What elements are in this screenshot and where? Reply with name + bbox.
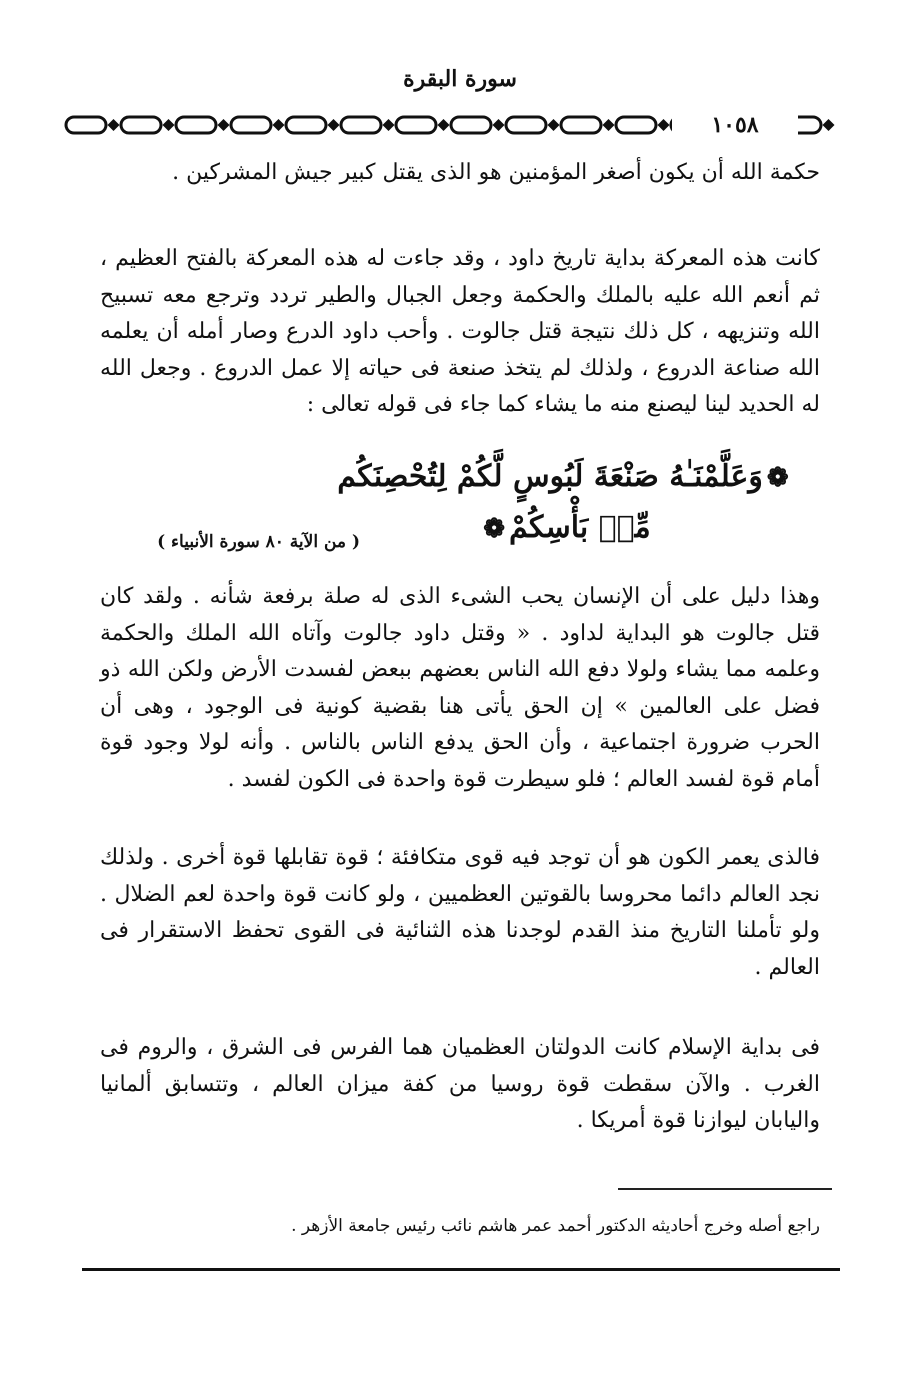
ornament-link <box>66 117 106 133</box>
paragraph-intro: حكمة الله أن يكون أصغر المؤمنين هو الذى يقتل كبير جيش المشركين . <box>172 160 820 185</box>
ornament-link <box>616 117 656 133</box>
paragraph-balance-of-powers: فالذى يعمر الكون هو أن توجد فيه قوى متكافئة ؛ قوة تقابلها قوة أخرى . ولذلك نجد العالم دائما محروسا بالقوتين العظميين ، ولو كانت قوة واحدة لعم الضلال . ولو تأملنا التاريخ منذ القدم لوجدنا هذه الثنائية فى القوى تحفظ الاستقرار فى العالم . <box>100 845 820 980</box>
verse-ornament-left-icon: ❁ <box>483 514 506 544</box>
verse-text: وَعَلَّمْنَـٰهُ صَنْعَةَ لَبُوسٍ لَّكُمْ لِتُحْصِنَكُم مِّنۢ بَأْسِكُمْ <box>337 459 763 545</box>
ornament-diamond <box>658 119 670 131</box>
ornament-link <box>396 117 436 133</box>
ornament-link <box>341 117 381 133</box>
ornament-diamond <box>108 119 120 131</box>
ornament-diamond <box>273 119 285 131</box>
verse-ornament-right-icon: ❁ <box>766 463 789 493</box>
footnote-rule <box>618 1188 832 1190</box>
ornament-link <box>506 117 546 133</box>
ornament-diamond <box>328 119 340 131</box>
quran-verse <box>320 452 810 554</box>
ornament-link <box>561 117 601 133</box>
ornament-link <box>121 117 161 133</box>
ornament-diamond <box>548 119 560 131</box>
ornament-diamond <box>383 119 395 131</box>
ornament-link <box>231 117 271 133</box>
ornament-diamond <box>823 119 835 131</box>
surah-title: سورة البقرة <box>403 66 517 92</box>
ornament-diamond <box>163 119 175 131</box>
paragraph-war-necessity: وهذا دليل على أن الإنسان يحب الشىء الذى له صلة برفعة شأنه . ولقد كان قتل جالوت هو البداية لداود . « وقتل داود جالوت وآتاه الله الملك والحكمة وعلمه مما يشاء ولولا دفع الله الناس بعضهم ببعض لفسدت الأرض ولكن الله ذو فضل على العالمين » إن الحق يأتى هنا بقضية كونية فى الوجود ، وهى أن الحرب ضرورة اجتماعية ، وأن الحق يدفع الناس بالناس . وأنه لولا وجود قوة أمام قوة لفسد العالم ؛ فلو سيطرت قوة واحدة فى الكون لفسد . <box>100 584 820 792</box>
ornament-diamond <box>493 119 505 131</box>
page-bottom-rule <box>82 1268 840 1271</box>
verse-reference: ( من الآية ٨٠ سورة الأنبياء ) <box>157 532 360 552</box>
ornament-diamond <box>218 119 230 131</box>
ornament-link <box>176 117 216 133</box>
ornament-diamond <box>438 119 450 131</box>
paragraph-superpowers: فى بداية الإسلام كانت الدولتان العظميان هما الفرس فى الشرق ، والروم فى الغرب . والآن سقطت قوة روسيا من كفة ميزان العالم ، وتتسابق ألمانيا واليابان ليوازنا قوة أمريكا . <box>100 1035 820 1133</box>
ornament-link <box>451 117 491 133</box>
ornament-link <box>286 117 326 133</box>
footnote: راجع أصله وخرج أحاديثه الدكتور أحمد عمر هاشم نائب رئيس جامعة الأزهر . <box>291 1216 820 1236</box>
paragraph-david-history: كانت هذه المعركة بداية تاريخ داود ، وقد جاءت له هذه المعركة بالفتح العظيم ، ثم أنعم الله عليه بالملك والحكمة وجعل الجبال والطير تردد وترجع معه تسبيح الله وتنزيهه ، كل ذلك نتيجة قتل جالوت . وأحب داود الدرع وصار أمله أن يعلمه الله صناعة الدروع ، ولذلك لم يتخذ صنعة فى حياته إلا عمل الدروع . وجعل الله له الحديد لينا ليصنع منه ما يشاء كما جاء فى قوله تعالى : <box>100 246 820 417</box>
page-number: ١٠٥٨ <box>672 112 798 138</box>
ornament-diamond <box>603 119 615 131</box>
